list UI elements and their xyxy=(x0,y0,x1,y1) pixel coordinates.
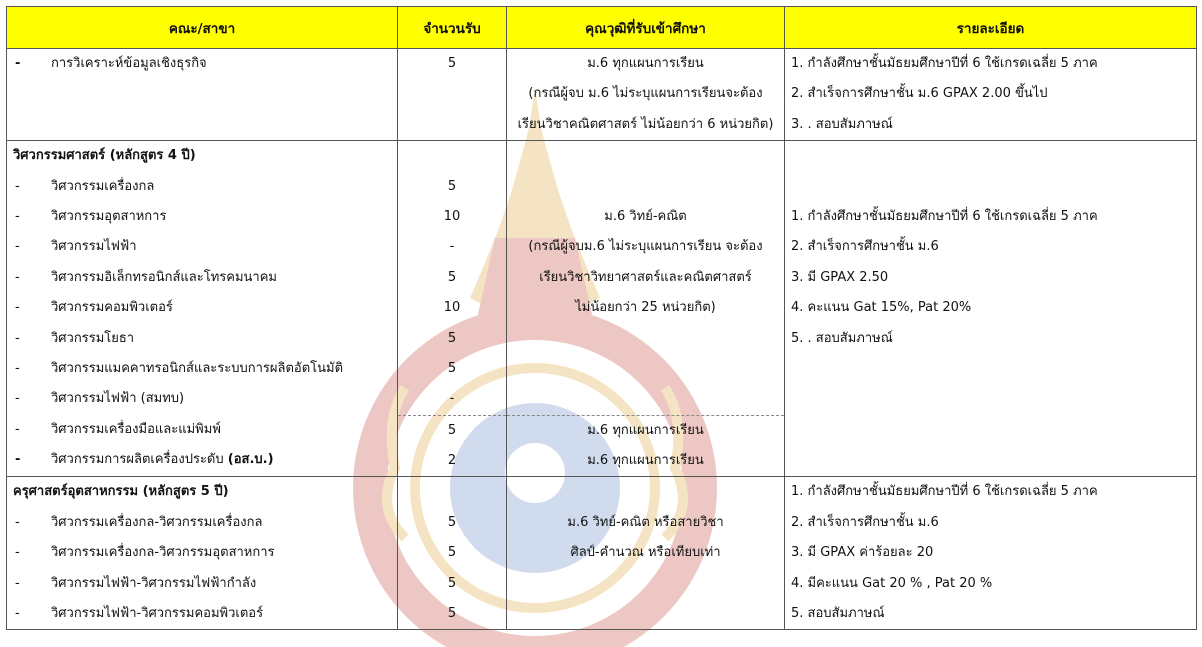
bullet-dash: - xyxy=(15,421,20,437)
quota-value: - xyxy=(449,391,455,407)
quota-cell xyxy=(398,141,507,477)
bullet-dash: - xyxy=(15,575,20,591)
quota-value: 5 xyxy=(447,545,457,561)
qualification-line: ไม่น้อยกว่า 25 หน่วยกิต) xyxy=(575,300,716,316)
table-row xyxy=(13,354,397,384)
faculty-cell xyxy=(7,141,398,477)
program-name: วิศวกรรมเครื่องมือและแม่พิมพ์ xyxy=(51,421,221,437)
qualification-cell xyxy=(507,49,785,141)
program-abbrev: (อส.บ.) xyxy=(227,452,274,468)
program-name: วิศวกรรมไฟฟ้า-วิศวกรรมคอมพิวเตอร์ xyxy=(51,606,264,622)
program-name: วิศวกรรมเครื่องกล-วิศวกรรมอุตสาหการ xyxy=(51,545,275,561)
details-cell xyxy=(785,141,1197,477)
table-row xyxy=(13,263,397,293)
section-industrial-education xyxy=(7,477,1197,630)
qualification-cell xyxy=(507,477,785,630)
qualification-line: ม.6 ทุกแผนการเรียน xyxy=(507,415,784,446)
admission-table xyxy=(6,6,1197,630)
quota-value: 5 xyxy=(447,606,457,622)
program-name: วิศวกรรมแมคคาทรอนิกส์และระบบการผลิตอัตโนมัติ xyxy=(51,360,344,376)
bullet-dash: - xyxy=(15,208,20,224)
quota-value: 5 xyxy=(447,56,457,71)
program-name: วิศวกรรมอุตสาหการ xyxy=(51,208,167,224)
qualification-line: ม.6 วิทย์-คณิต หรือสายวิชา xyxy=(567,514,724,530)
program-name: วิศวกรรมเครื่องกล-วิศวกรรมเครื่องกล xyxy=(51,514,263,530)
program-name: วิศวกรรมการผลิตเครื่องประดับ xyxy=(51,452,224,468)
quota-value: 10 xyxy=(443,208,461,224)
quota-value: 5 xyxy=(447,330,457,346)
bullet-dash: - xyxy=(15,178,20,194)
detail-line: 5. . สอบสัมภาษณ์ xyxy=(791,330,893,346)
qualification-line: (กรณีผู้จบ ม.6 ไม่ระบุแผนการเรียนจะต้อง xyxy=(528,86,763,102)
faculty-cell xyxy=(7,49,398,141)
program-name: วิศวกรรมโยธา xyxy=(51,330,135,346)
section-engineering xyxy=(7,141,1197,477)
bullet-dash: - xyxy=(15,606,20,622)
qualification-line: ม.6 ทุกแผนการเรียน xyxy=(587,56,704,71)
bullet-dash: - xyxy=(15,330,20,346)
table-row xyxy=(13,599,397,629)
table-row xyxy=(13,293,397,323)
detail-line: 2. สำเร็จการศึกษาชั้น ม.6 GPAX 2.00 ขึ้นไป xyxy=(791,86,1048,102)
bullet-dash: - xyxy=(15,56,21,71)
table-row xyxy=(13,384,397,414)
qualification-line: เรียนวิชาวิทยาศาสตร์และคณิตศาสตร์ xyxy=(539,269,752,285)
section-title: ครุศาสตร์อุตสาหกรรม (หลักสูตร 5 ปี) xyxy=(13,484,229,500)
table-row xyxy=(13,508,397,538)
detail-line: 2. สำเร็จการศึกษาชั้น ม.6 xyxy=(791,514,939,530)
bullet-dash: - xyxy=(15,452,21,468)
detail-line: 3. มี GPAX ค่าร้อยละ 20 xyxy=(791,545,934,561)
header-quota: จำนวนรับ xyxy=(398,7,507,49)
qualification-line: ศิลป์-คำนวณ หรือเทียบเท่า xyxy=(570,545,721,561)
detail-line: 1. กำลังศึกษาชั้นมัธยมศึกษาปีที่ 6 ใช้เกรดเฉลี่ย 5 ภาค xyxy=(791,208,1098,224)
qualification-line: ม.6 ทุกแผนการเรียน xyxy=(587,453,704,469)
quota-value: 5 xyxy=(447,575,457,591)
details-cell xyxy=(785,477,1197,630)
detail-line: 4. คะแนน Gat 15%, Pat 20% xyxy=(791,300,972,316)
quota-value: - xyxy=(449,239,455,255)
bullet-dash: - xyxy=(15,300,20,316)
program-name: วิศวกรรมไฟฟ้า xyxy=(51,239,137,255)
quota-cell xyxy=(398,477,507,630)
section-title: วิศวกรรมศาสตร์ (หลักสูตร 4 ปี) xyxy=(13,148,196,164)
quota-value: 5 xyxy=(447,360,457,376)
section-business-analytics xyxy=(7,49,1197,141)
header-faculty: คณะ/สาขา xyxy=(7,7,398,49)
quota-cell xyxy=(398,49,507,141)
program-name: วิศวกรรมไฟฟ้า (สมทบ) xyxy=(51,391,185,407)
table-row xyxy=(13,445,397,475)
faculty-cell xyxy=(7,477,398,630)
header-details: รายละเอียด xyxy=(785,7,1197,49)
bullet-dash: - xyxy=(15,239,20,255)
quota-value: 2 xyxy=(447,453,457,469)
detail-line: 4. มีคะแนน Gat 20 % , Pat 20 % xyxy=(791,575,993,591)
table-row xyxy=(13,49,397,79)
program-name: วิศวกรรมเครื่องกล xyxy=(51,178,155,194)
table-row xyxy=(13,172,397,202)
program-name: การวิเคราะห์ข้อมูลเชิงธุรกิจ xyxy=(51,56,207,71)
table-row xyxy=(13,569,397,599)
detail-line: 2. สำเร็จการศึกษาชั้น ม.6 xyxy=(791,239,939,255)
qualification-line: (กรณีผู้จบม.6 ไม่ระบุแผนการเรียน จะต้อง xyxy=(528,239,763,255)
bullet-dash: - xyxy=(15,269,20,285)
qualification-line: ม.6 วิทย์-คณิต xyxy=(604,208,687,224)
table-row xyxy=(13,202,397,232)
header-qualification: คุณวุฒิที่รับเข้าศึกษา xyxy=(507,7,785,49)
quota-value: 5 xyxy=(447,514,457,530)
bullet-dash: - xyxy=(15,545,20,561)
detail-line: 5. สอบสัมภาษณ์ xyxy=(791,606,885,622)
program-name: วิศวกรรมอิเล็กทรอนิกส์และโทรคมนาคม xyxy=(51,269,277,285)
table-row xyxy=(13,324,397,354)
program-name: วิศวกรรมไฟฟ้า-วิศวกรรมไฟฟ้ากำลัง xyxy=(51,575,257,591)
table-row xyxy=(13,538,397,568)
program-name: วิศวกรรมคอมพิวเตอร์ xyxy=(51,300,173,316)
details-cell xyxy=(785,49,1197,141)
quota-value: 10 xyxy=(443,300,461,316)
detail-line: 1. กำลังศึกษาชั้นมัธยมศึกษาปีที่ 6 ใช้เกรดเฉลี่ย 5 ภาค xyxy=(791,484,1098,500)
detail-line: 1. กำลังศึกษาชั้นมัธยมศึกษาปีที่ 6 ใช้เกรดเฉลี่ย 5 ภาค xyxy=(791,56,1098,71)
qualification-cell xyxy=(507,141,785,477)
bullet-dash: - xyxy=(15,391,20,407)
table-row xyxy=(13,232,397,262)
quota-value: 5 xyxy=(447,178,457,194)
table-row xyxy=(13,415,397,445)
bullet-dash: - xyxy=(15,514,20,530)
bullet-dash: - xyxy=(15,360,20,376)
quota-value: 5 xyxy=(398,415,506,446)
qualification-line: เรียนวิชาคณิตศาสตร์ ไม่น้อยกว่า 6 หน่วยกิต) xyxy=(517,116,774,132)
detail-line: 3. มี GPAX 2.50 xyxy=(791,269,889,285)
detail-line: 3. . สอบสัมภาษณ์ xyxy=(791,116,893,132)
quota-value: 5 xyxy=(447,269,457,285)
